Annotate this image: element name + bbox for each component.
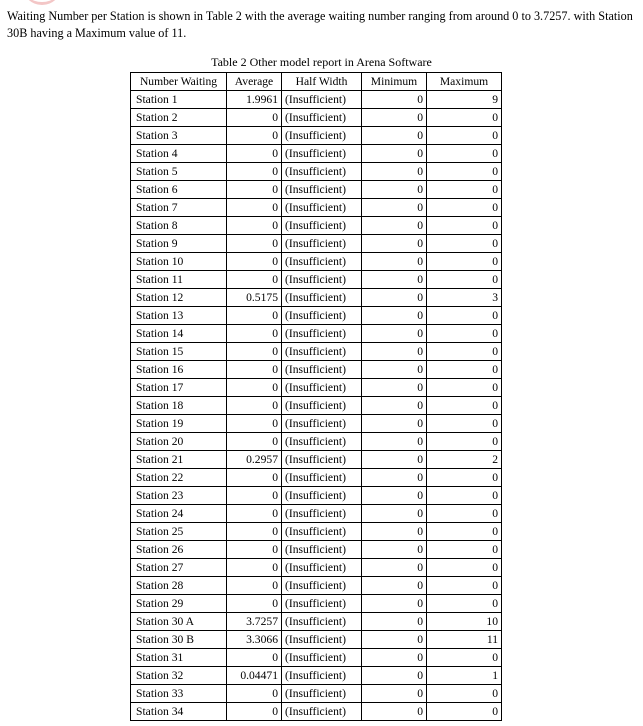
- average-cell: 0: [227, 505, 282, 523]
- maximum-cell: 0: [427, 127, 502, 145]
- average-cell: 0: [227, 469, 282, 487]
- minimum-cell: 0: [362, 379, 427, 397]
- station-name-cell: Station 3: [131, 127, 227, 145]
- average-cell: 0: [227, 649, 282, 667]
- maximum-cell: 0: [427, 235, 502, 253]
- minimum-cell: 0: [362, 289, 427, 307]
- half-width-cell: (Insufficient): [282, 487, 362, 505]
- average-cell: 0: [227, 235, 282, 253]
- station-name-cell: Station 24: [131, 505, 227, 523]
- station-name-cell: Station 12: [131, 289, 227, 307]
- half-width-cell: (Insufficient): [282, 397, 362, 415]
- average-cell: 0: [227, 253, 282, 271]
- station-name-cell: Station 30 A: [131, 613, 227, 631]
- station-name-cell: Station 33: [131, 685, 227, 703]
- table-row: [131, 343, 502, 361]
- table-row: [131, 415, 502, 433]
- minimum-cell: 0: [362, 325, 427, 343]
- minimum-cell: 0: [362, 451, 427, 469]
- minimum-cell: 0: [362, 487, 427, 505]
- minimum-cell: 0: [362, 595, 427, 613]
- half-width-cell: (Insufficient): [282, 217, 362, 235]
- maximum-cell: 0: [427, 199, 502, 217]
- header-minimum: Minimum: [362, 73, 427, 91]
- minimum-cell: 0: [362, 181, 427, 199]
- table-row: [131, 307, 502, 325]
- station-name-cell: Station 13: [131, 307, 227, 325]
- table-row: [131, 361, 502, 379]
- minimum-cell: 0: [362, 307, 427, 325]
- average-cell: 0: [227, 271, 282, 289]
- minimum-cell: 0: [362, 163, 427, 181]
- table-row: [131, 523, 502, 541]
- minimum-cell: 0: [362, 415, 427, 433]
- half-width-cell: (Insufficient): [282, 253, 362, 271]
- header-average: Average: [227, 73, 282, 91]
- average-cell: 0: [227, 307, 282, 325]
- half-width-cell: (Insufficient): [282, 649, 362, 667]
- station-name-cell: Station 9: [131, 235, 227, 253]
- half-width-cell: (Insufficient): [282, 613, 362, 631]
- half-width-cell: (Insufficient): [282, 379, 362, 397]
- table-row: [131, 181, 502, 199]
- station-name-cell: Station 16: [131, 361, 227, 379]
- average-cell: 1.9961: [227, 91, 282, 109]
- half-width-cell: (Insufficient): [282, 685, 362, 703]
- half-width-cell: (Insufficient): [282, 505, 362, 523]
- station-name-cell: Station 23: [131, 487, 227, 505]
- average-cell: 0: [227, 433, 282, 451]
- table-row: [131, 577, 502, 595]
- half-width-cell: (Insufficient): [282, 181, 362, 199]
- minimum-cell: 0: [362, 109, 427, 127]
- average-cell: 0: [227, 397, 282, 415]
- average-cell: 0: [227, 163, 282, 181]
- maximum-cell: 0: [427, 415, 502, 433]
- maximum-cell: 0: [427, 397, 502, 415]
- half-width-cell: (Insufficient): [282, 271, 362, 289]
- station-name-cell: Station 14: [131, 325, 227, 343]
- maximum-cell: 0: [427, 469, 502, 487]
- minimum-cell: 0: [362, 469, 427, 487]
- station-name-cell: Station 26: [131, 541, 227, 559]
- average-cell: 0: [227, 523, 282, 541]
- minimum-cell: 0: [362, 271, 427, 289]
- station-name-cell: Station 22: [131, 469, 227, 487]
- minimum-cell: 0: [362, 217, 427, 235]
- average-cell: 0: [227, 343, 282, 361]
- minimum-cell: 0: [362, 523, 427, 541]
- maximum-cell: 0: [427, 487, 502, 505]
- decorative-arc: [22, 0, 62, 5]
- table-row: [131, 541, 502, 559]
- maximum-cell: 0: [427, 361, 502, 379]
- half-width-cell: (Insufficient): [282, 361, 362, 379]
- table-row: [131, 649, 502, 667]
- minimum-cell: 0: [362, 541, 427, 559]
- maximum-cell: 0: [427, 145, 502, 163]
- average-cell: 0: [227, 325, 282, 343]
- minimum-cell: 0: [362, 145, 427, 163]
- header-maximum: Maximum: [427, 73, 502, 91]
- half-width-cell: (Insufficient): [282, 91, 362, 109]
- minimum-cell: 0: [362, 91, 427, 109]
- table-row: [131, 667, 502, 685]
- maximum-cell: 0: [427, 703, 502, 721]
- station-name-cell: Station 10: [131, 253, 227, 271]
- table-row: [131, 451, 502, 469]
- minimum-cell: 0: [362, 433, 427, 451]
- average-cell: 0: [227, 487, 282, 505]
- half-width-cell: (Insufficient): [282, 577, 362, 595]
- station-name-cell: Station 21: [131, 451, 227, 469]
- table-row: [131, 127, 502, 145]
- station-name-cell: Station 18: [131, 397, 227, 415]
- maximum-cell: 0: [427, 325, 502, 343]
- station-name-cell: Station 17: [131, 379, 227, 397]
- table-row: [131, 217, 502, 235]
- table-row: [131, 199, 502, 217]
- minimum-cell: 0: [362, 559, 427, 577]
- half-width-cell: (Insufficient): [282, 145, 362, 163]
- table-row: [131, 109, 502, 127]
- average-cell: 0: [227, 361, 282, 379]
- header-number-waiting: Number Waiting: [131, 73, 227, 91]
- maximum-cell: 0: [427, 505, 502, 523]
- average-cell: 0: [227, 181, 282, 199]
- table-row: [131, 613, 502, 631]
- maximum-cell: 0: [427, 649, 502, 667]
- station-name-cell: Station 29: [131, 595, 227, 613]
- average-cell: 0: [227, 685, 282, 703]
- minimum-cell: 0: [362, 199, 427, 217]
- half-width-cell: (Insufficient): [282, 109, 362, 127]
- maximum-cell: 0: [427, 217, 502, 235]
- station-name-cell: Station 8: [131, 217, 227, 235]
- maximum-cell: 0: [427, 577, 502, 595]
- table-row: [131, 469, 502, 487]
- maximum-cell: 0: [427, 595, 502, 613]
- half-width-cell: (Insufficient): [282, 307, 362, 325]
- average-cell: 3.3066: [227, 631, 282, 649]
- table-row: [131, 91, 502, 109]
- table-row: [131, 163, 502, 181]
- maximum-cell: 0: [427, 163, 502, 181]
- half-width-cell: (Insufficient): [282, 199, 362, 217]
- table-row: [131, 379, 502, 397]
- maximum-cell: 0: [427, 523, 502, 541]
- table-row: [131, 397, 502, 415]
- minimum-cell: 0: [362, 505, 427, 523]
- station-name-cell: Station 11: [131, 271, 227, 289]
- station-name-cell: Station 7: [131, 199, 227, 217]
- half-width-cell: (Insufficient): [282, 289, 362, 307]
- average-cell: 0: [227, 145, 282, 163]
- maximum-cell: 0: [427, 559, 502, 577]
- maximum-cell: 10: [427, 613, 502, 631]
- table-row: [131, 505, 502, 523]
- maximum-cell: 11: [427, 631, 502, 649]
- average-cell: 0.2957: [227, 451, 282, 469]
- average-cell: 0: [227, 379, 282, 397]
- maximum-cell: 0: [427, 343, 502, 361]
- table-caption: Table 2 Other model report in Arena Software: [211, 55, 432, 69]
- average-cell: 0: [227, 703, 282, 721]
- minimum-cell: 0: [362, 361, 427, 379]
- station-name-cell: Station 28: [131, 577, 227, 595]
- half-width-cell: (Insufficient): [282, 667, 362, 685]
- half-width-cell: (Insufficient): [282, 703, 362, 721]
- average-cell: 0: [227, 541, 282, 559]
- table-row: [131, 271, 502, 289]
- station-name-cell: Station 27: [131, 559, 227, 577]
- station-name-cell: Station 30 B: [131, 631, 227, 649]
- maximum-cell: 2: [427, 451, 502, 469]
- table-row: [131, 325, 502, 343]
- maximum-cell: 9: [427, 91, 502, 109]
- table-row: [131, 595, 502, 613]
- half-width-cell: (Insufficient): [282, 631, 362, 649]
- maximum-cell: 0: [427, 685, 502, 703]
- average-cell: 0: [227, 199, 282, 217]
- half-width-cell: (Insufficient): [282, 451, 362, 469]
- station-name-cell: Station 6: [131, 181, 227, 199]
- table-header-row: [131, 73, 502, 91]
- minimum-cell: 0: [362, 577, 427, 595]
- average-cell: 0: [227, 595, 282, 613]
- average-cell: 0: [227, 577, 282, 595]
- average-cell: 0.04471: [227, 667, 282, 685]
- average-cell: 0: [227, 109, 282, 127]
- header-half-width: Half Width: [282, 73, 362, 91]
- table-row: [131, 631, 502, 649]
- station-name-cell: Station 2: [131, 109, 227, 127]
- half-width-cell: (Insufficient): [282, 469, 362, 487]
- table-row: [131, 433, 502, 451]
- average-cell: 0: [227, 217, 282, 235]
- station-name-cell: Station 15: [131, 343, 227, 361]
- maximum-cell: 0: [427, 109, 502, 127]
- minimum-cell: 0: [362, 343, 427, 361]
- half-width-cell: (Insufficient): [282, 415, 362, 433]
- maximum-cell: 3: [427, 289, 502, 307]
- half-width-cell: (Insufficient): [282, 235, 362, 253]
- table-row: [131, 253, 502, 271]
- table-row: [131, 235, 502, 253]
- table-row: [131, 487, 502, 505]
- minimum-cell: 0: [362, 235, 427, 253]
- station-name-cell: Station 1: [131, 91, 227, 109]
- table-row: [131, 559, 502, 577]
- table-row: [131, 145, 502, 163]
- table-row: [131, 685, 502, 703]
- average-cell: 0: [227, 127, 282, 145]
- maximum-cell: 0: [427, 181, 502, 199]
- maximum-cell: 0: [427, 307, 502, 325]
- average-cell: 0.5175: [227, 289, 282, 307]
- minimum-cell: 0: [362, 253, 427, 271]
- minimum-cell: 0: [362, 631, 427, 649]
- maximum-cell: 1: [427, 667, 502, 685]
- minimum-cell: 0: [362, 685, 427, 703]
- maximum-cell: 0: [427, 379, 502, 397]
- average-cell: 0: [227, 415, 282, 433]
- minimum-cell: 0: [362, 703, 427, 721]
- table-row: [131, 703, 502, 721]
- average-cell: 3.7257: [227, 613, 282, 631]
- minimum-cell: 0: [362, 667, 427, 685]
- station-name-cell: Station 25: [131, 523, 227, 541]
- maximum-cell: 0: [427, 253, 502, 271]
- half-width-cell: (Insufficient): [282, 325, 362, 343]
- station-name-cell: Station 4: [131, 145, 227, 163]
- minimum-cell: 0: [362, 127, 427, 145]
- maximum-cell: 0: [427, 271, 502, 289]
- maximum-cell: 0: [427, 541, 502, 559]
- station-waiting-table: [130, 72, 502, 721]
- table-body: [131, 91, 502, 721]
- minimum-cell: 0: [362, 613, 427, 631]
- body-paragraph: Waiting Number per Station is shown in Table 2 with the average waiting number ranging from around 0 to 3.7257. with Station 30B having a Maximum value of 11.: [7, 9, 633, 40]
- station-name-cell: Station 34: [131, 703, 227, 721]
- half-width-cell: (Insufficient): [282, 433, 362, 451]
- half-width-cell: (Insufficient): [282, 559, 362, 577]
- half-width-cell: (Insufficient): [282, 163, 362, 181]
- average-cell: 0: [227, 559, 282, 577]
- station-name-cell: Station 20: [131, 433, 227, 451]
- maximum-cell: 0: [427, 433, 502, 451]
- minimum-cell: 0: [362, 649, 427, 667]
- station-name-cell: Station 31: [131, 649, 227, 667]
- half-width-cell: (Insufficient): [282, 127, 362, 145]
- table-row: [131, 289, 502, 307]
- minimum-cell: 0: [362, 397, 427, 415]
- station-name-cell: Station 5: [131, 163, 227, 181]
- station-name-cell: Station 19: [131, 415, 227, 433]
- half-width-cell: (Insufficient): [282, 595, 362, 613]
- half-width-cell: (Insufficient): [282, 343, 362, 361]
- station-name-cell: Station 32: [131, 667, 227, 685]
- half-width-cell: (Insufficient): [282, 541, 362, 559]
- half-width-cell: (Insufficient): [282, 523, 362, 541]
